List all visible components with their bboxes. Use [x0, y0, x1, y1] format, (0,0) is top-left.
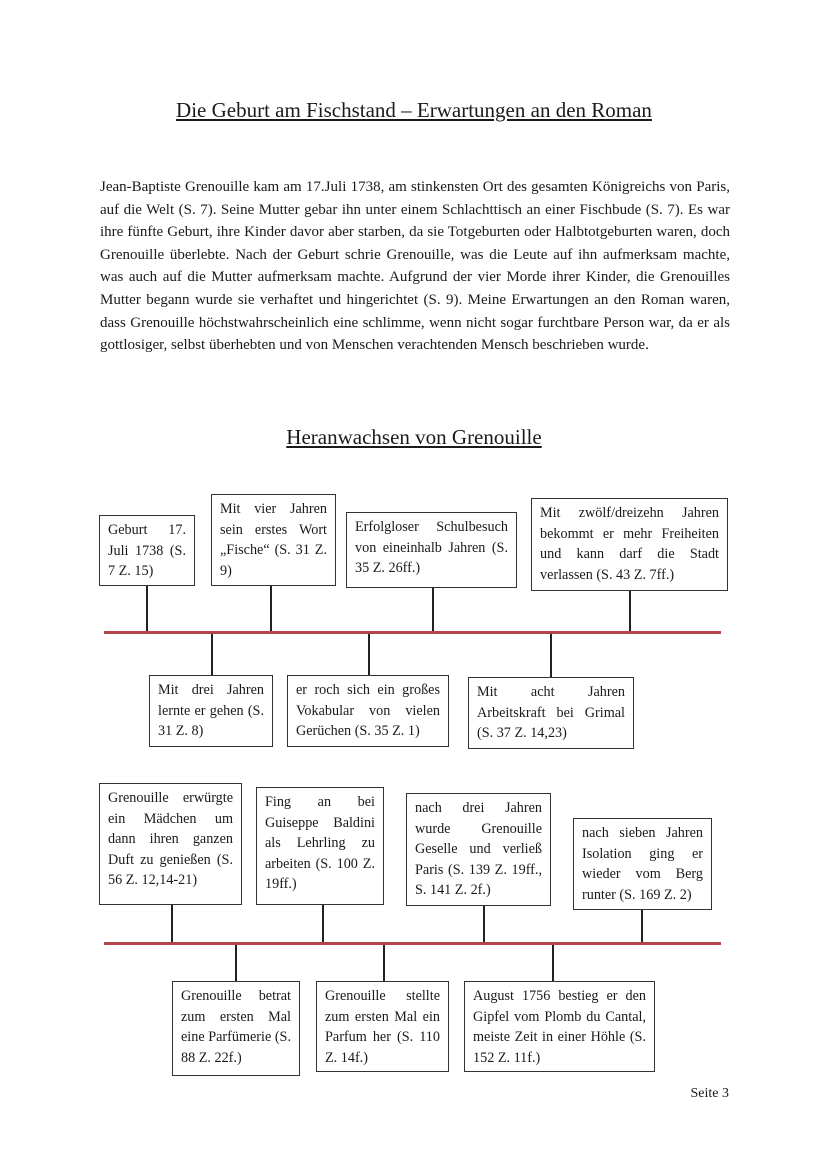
- timeline-line: [104, 942, 721, 945]
- connector: [383, 945, 385, 981]
- event-box: Fing an bei Guiseppe Baldini als Lehrling zu arbeiten (S. 100 Z. 19ff.): [256, 787, 384, 905]
- connector: [629, 591, 631, 631]
- connector: [171, 905, 173, 942]
- connector: [322, 905, 324, 942]
- intro-paragraph: Jean-Baptiste Grenouille kam am 17.Juli 1738, am stinkensten Ort des gesamten Königreichs von Paris, auf die Welt (S. 7). Seine Mutter gebar ihn unter einem Schlachttisch an einer Fischbude (S. 7). Es war ihre fünfte Geburt, ihre Kinder davor aber starben, da sie Totgeburten oder Halbtotgeburten waren, doch Grenouille überlebte. Nach der Geburt schrie Grenouille, was die Leute auf ihn aufmerksam machte, was auch auf die Mutter aufmerksam machte. Aufgrund der vier Morde ihrer Kinder, die Grenouilles Mutter begann wurde sie verhaftet und hingerichtet (S. 9). Meine Erwartungen an den Roman waren, dass Grenouille höchstwahrscheinlich eine schlimme, wenn nicht sogar furchtbare Person war, da er als gottlosiger, selbst überhebten und von Menschen verachtenden Mensch beschrieben wurde.: [100, 179, 730, 354]
- event-box: Geburt 17. Juli 1738 (S. 7 Z. 15): [99, 515, 195, 586]
- event-box: Mit drei Jahren lernte er gehen (S. 31 Z. 8): [149, 675, 273, 747]
- page-title: Die Geburt am Fischstand – Erwartungen an den Roman: [176, 98, 652, 122]
- connector: [211, 634, 213, 675]
- connector: [550, 634, 552, 677]
- connector: [368, 634, 370, 675]
- section-subtitle: Heranwachsen von Grenouille: [286, 425, 542, 449]
- connector: [483, 906, 485, 942]
- event-box: Grenouille betrat zum ersten Mal eine Parfümerie (S. 88 Z. 22f.): [172, 981, 300, 1076]
- connector: [641, 910, 643, 942]
- timeline-line: [104, 631, 721, 634]
- event-box: Mit vier Jahren sein erstes Wort „Fische“ (S. 31 Z. 9): [211, 494, 336, 586]
- event-box: August 1756 bestieg er den Gipfel vom Plomb du Cantal, meiste Zeit in einer Höhle (S. 152 Z. 11f.): [464, 981, 655, 1072]
- connector: [235, 945, 237, 981]
- event-box: Mit acht Jahren Arbeitskraft bei Grimal (S. 37 Z. 14,23): [468, 677, 634, 749]
- event-box: nach sieben Jahren Isolation ging er wieder vom Berg runter (S. 169 Z. 2): [573, 818, 712, 910]
- event-box: er roch sich ein großes Vokabular von vielen Gerüchen (S. 35 Z. 1): [287, 675, 449, 747]
- connector: [432, 588, 434, 631]
- event-box: Grenouille erwürgte ein Mädchen um dann ihren ganzen Duft zu genießen (S. 56 Z. 12,14-21): [99, 783, 242, 905]
- connector: [270, 586, 272, 631]
- connector: [146, 586, 148, 631]
- event-box: Mit zwölf/dreizehn Jahren bekommt er mehr Freiheiten und kann darf die Stadt verlassen (S. 43 Z. 7ff.): [531, 498, 728, 591]
- connector: [552, 945, 554, 981]
- event-box: nach drei Jahren wurde Grenouille Geselle und verließ Paris (S. 139 Z. 19ff., S. 141 Z. 2f.): [406, 793, 551, 906]
- page-number: Seite 3: [690, 1086, 729, 1101]
- event-box: Grenouille stellte zum ersten Mal ein Parfum her (S. 110 Z. 14f.): [316, 981, 449, 1072]
- event-box: Erfolgloser Schulbesuch von eineinhalb Jahren (S. 35 Z. 26ff.): [346, 512, 517, 588]
